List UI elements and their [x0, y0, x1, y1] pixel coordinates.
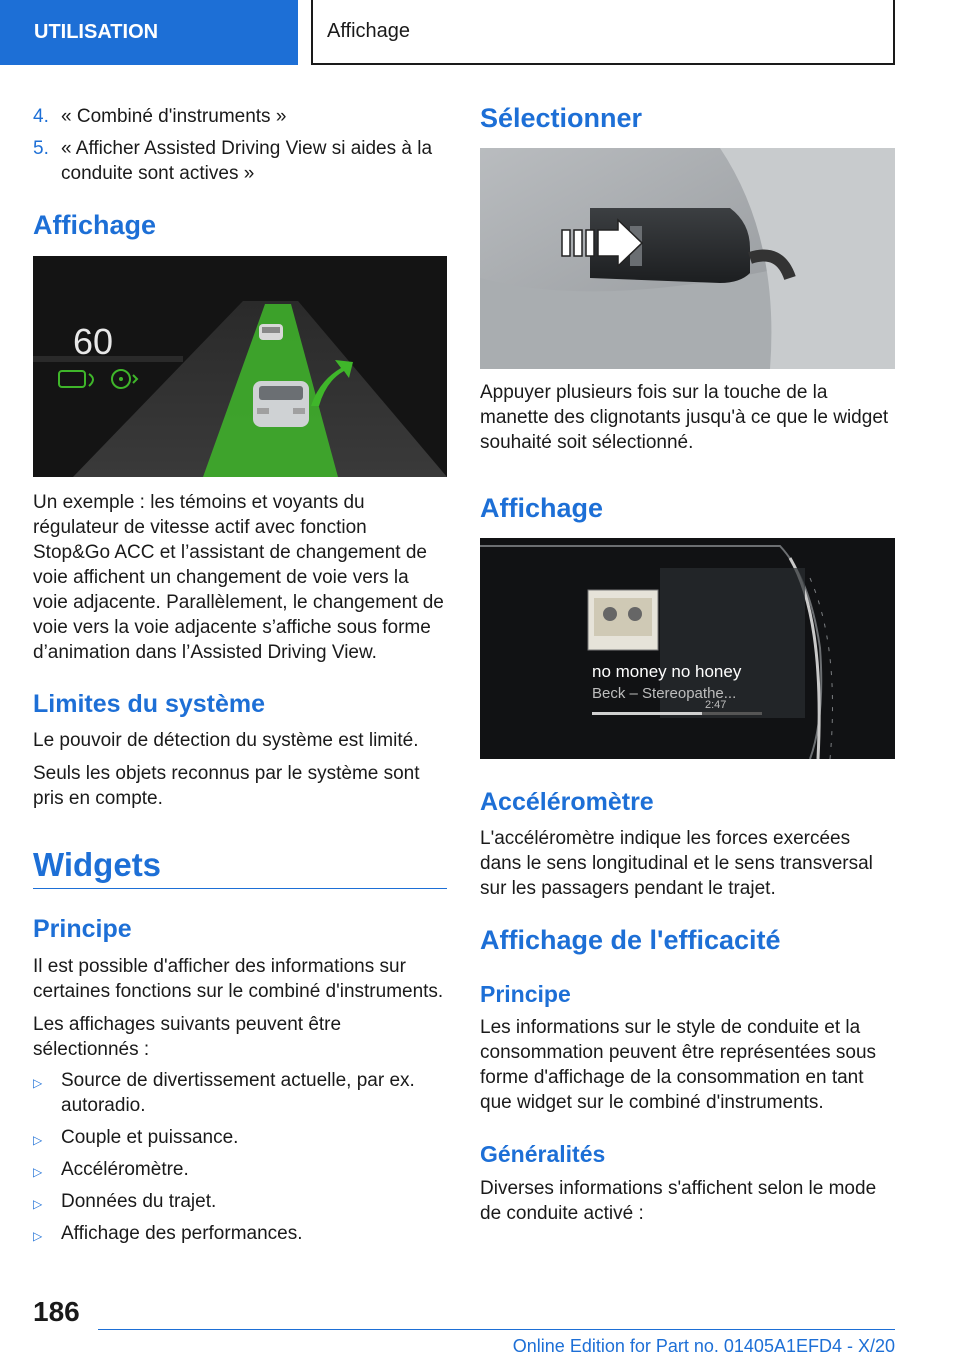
list-item [33, 136, 447, 186]
footer-divider [98, 1329, 895, 1330]
bullet-text: Données du trajet. [61, 1191, 217, 1212]
paragraph-accelerometre: L'accéléromètre indique les forces exercées dans le sens longitudinal et le sens transversal sur les passagers pendant le trajet. [480, 828, 873, 899]
triangle-bullet-icon: ▷ [33, 1197, 43, 1211]
section-label: UTILISATION [34, 21, 159, 43]
edition-note: Online Edition for Part no. 01405A1EFD4 - X/20 [512, 1336, 895, 1356]
heading-affichage: Affichage [33, 210, 157, 240]
triangle-bullet-icon: ▷ [33, 1229, 43, 1243]
list-item [33, 1157, 447, 1185]
ego-car-icon [253, 381, 309, 427]
media-widget-image [480, 538, 895, 759]
list-item [33, 1221, 447, 1249]
stalk-button-image [480, 148, 895, 369]
list-number: 4. [33, 106, 49, 127]
assisted-driving-view-illustration [33, 256, 447, 477]
paragraph-affichages: Les affichages suivants peuvent être sélectionnés : [33, 1014, 342, 1060]
section-tab [0, 0, 298, 65]
progress-bar-fill [592, 712, 702, 715]
bullet-text: Accéléromètre. [61, 1159, 189, 1180]
album-cover-icon [588, 590, 658, 650]
turn-signal-stalk-illustration [480, 148, 895, 369]
heading-selectionner: Sélectionner [480, 103, 643, 133]
media-widget-illustration [480, 538, 895, 759]
paragraph-generalites: Diverses informations s'affichent selon le mode de conduite activé : [480, 1178, 877, 1224]
heading-affichage-right: Affichage [480, 493, 604, 523]
paragraph-appuyer: Appuyer plusieurs fois sur la touche de la manette des clignotants jusqu'à ce que le widget souhaité soit sélectionné. [480, 382, 889, 453]
list-number: 5. [33, 138, 49, 159]
bullet-text: Source de divertissement actuelle, par ex. autoradio. [61, 1070, 415, 1116]
track-time: 2:47 [705, 699, 727, 711]
heading-principe: Principe [33, 915, 132, 943]
heading-limites: Limites du système [33, 690, 266, 718]
cluster-assist-image [33, 256, 447, 477]
list-item [33, 1125, 447, 1153]
list-item [33, 1068, 447, 1118]
artist-name: Beck – Stereopathe... [592, 685, 737, 702]
chapter-title: Affichage [327, 20, 411, 42]
paragraph-principe-right: Les informations sur le style de conduite et la consommation peuvent être représentées sous forme d'affichage de la consommation en tant que widget sur le combiné d'instruments. [480, 1017, 877, 1113]
heading-efficacite: Affichage de l'efficacité [480, 925, 781, 955]
paragraph-limites-2: Seuls les objets reconnus par le système sont pris en compte. [33, 763, 420, 809]
paragraph-exemple: Un exemple : les témoins et voyants du régulateur de vitesse actif avec fonction Stop&Go ACC et l’assistant de changement de voie affichent un changement de voie vers la voie adjacente. Parallèlement, le changement de voie vers la voie adjacente s’affiche sous forme d’animation dans l’Assisted Driving View. [33, 492, 444, 663]
triangle-bullet-icon: ▷ [33, 1076, 43, 1090]
list-text: « Combiné d'instruments » [61, 106, 287, 127]
paragraph-principe: Il est possible d'afficher des informations sur certaines fonctions sur le combiné d'instruments. [33, 956, 444, 1002]
heading-accelerometre: Accéléromètre [480, 788, 654, 816]
song-title: no money no honey [592, 662, 742, 681]
list-text: « Afficher Assisted Driving View si aides à la conduite sont actives » [61, 138, 433, 184]
triangle-bullet-icon: ▷ [33, 1165, 43, 1179]
paragraph-limites-1: Le pouvoir de détection du système est limité. [33, 730, 419, 751]
heading-widgets: Widgets [33, 846, 162, 883]
heading-generalites: Généralités [480, 1141, 606, 1167]
bullet-text: Couple et puissance. [61, 1127, 239, 1148]
speed-readout: 60 [73, 321, 114, 362]
list-item [33, 1189, 447, 1217]
heading-principe-right: Principe [480, 981, 571, 1007]
list-item [33, 104, 447, 129]
bullet-text: Affichage des performances. [61, 1223, 303, 1244]
lead-car-icon [259, 324, 283, 340]
triangle-bullet-icon: ▷ [33, 1133, 43, 1147]
page-header-title [311, 0, 895, 65]
section-divider [33, 888, 447, 889]
page-number: 186 [33, 1296, 80, 1327]
